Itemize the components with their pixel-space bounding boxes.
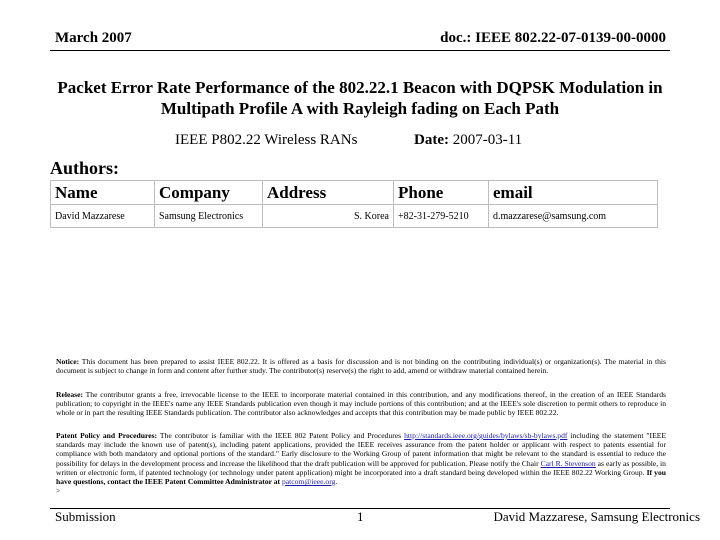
patent-label: Patent Policy and Procedures: xyxy=(56,431,158,440)
col-header-name: Name xyxy=(51,181,155,205)
footer-author: David Mazzarese, Samsung Electronics xyxy=(493,509,700,524)
col-header-phone: Phone xyxy=(394,181,489,205)
patent-end: . xyxy=(335,477,338,487)
doc-date xyxy=(414,132,522,149)
release-paragraph xyxy=(56,390,666,418)
title-line-1: Packet Error Rate Performance of the 802.22.1 Beacon with DQPSK Modulation in xyxy=(57,78,663,97)
notice-text: This document has been prepared to assist IEEE 802.22. It is offered as a basis for discussion and is not binding on the contributing individual(s) or organization(s). The material in this document is subject to change in form and content after further study. The contributor(s) reserve(s) the right to add, amend or withdraw material contained herein. xyxy=(56,357,666,376)
working-group: IEEE P802.22 Wireless RANs xyxy=(175,132,358,148)
trailing-mark: > xyxy=(56,486,61,496)
author-email: d.mazzarese@samsung.com xyxy=(489,205,658,228)
col-header-company: Company xyxy=(155,181,263,205)
patent-contact-text: If you have questions, contact the IEEE Patent Committee Administrator at xyxy=(56,467,666,487)
authors-table xyxy=(50,180,658,228)
notice-label: Notice: xyxy=(56,357,80,366)
author-company: Samsung Electronics xyxy=(155,205,263,228)
author-phone: +82-31-279-5210 xyxy=(394,205,489,228)
page-number: 1 xyxy=(357,509,364,524)
authors-label: Authors: xyxy=(50,158,120,178)
patent-text-1: The contributor is familiar with the IEEE 802 Patent Policy and Procedures xyxy=(157,431,405,440)
table-header-row xyxy=(51,181,658,205)
release-text: The contributor grants a free, irrevocable license to the IEEE to incorporate material contained in this contribution, and any modifications thereof, in the creation of an IEEE Standards publication; to copyright in the IEEE's name any IEEE Standards publication even though it may include portions of this contribution; and at the IEEE's sole discretion to permit others to reproduce in whole or in part the resulting IEEE Standards publication. The contributor also acknowledges and accepts that this contribution may be made public by IEEE 802.22. xyxy=(56,390,666,418)
patent-paragraph xyxy=(56,431,666,495)
slide-title xyxy=(40,77,680,119)
chair-link[interactable]: Carl R. Stevenson xyxy=(540,458,596,468)
bylaws-link[interactable]: http://standards.ieee.org/guides/bylaws/sb-bylaws.pdf xyxy=(404,431,568,440)
header-rule xyxy=(50,50,670,51)
footer-submission: Submission xyxy=(55,509,116,524)
header-date: March 2007 xyxy=(55,30,132,46)
author-address: S. Korea xyxy=(263,205,394,228)
patent-text-2: including the statement "IEEE standards may include the known use of patent(s), including patent applications, provided the IEEE receives assurance from the patent holder or applicant with respect to patents essential for compliance with both mandatory and optional portions of the standard." Early disclosure to the Working Group of patent information that might be relevant to the standard is essential to reduce the possibility for delays in the development process and increase the likelihood that the draft publication will be approved for publication. Please notify the Chair xyxy=(56,431,666,468)
header-doc-id: doc.: IEEE 802.22-07-0139-00-0000 xyxy=(440,30,666,46)
notice-paragraph xyxy=(56,357,666,375)
date-value: 2007-03-11 xyxy=(452,132,523,148)
table-row xyxy=(51,205,658,228)
col-header-email: email xyxy=(489,181,658,205)
patent-text-3: as early as possible, in written or electronic form, if patented technology (or technology under patent application) might be incorporated into a draft standard being developed within the IEEE 802.22 Working Group. xyxy=(56,458,666,477)
author-name: David Mazzarese xyxy=(51,205,155,228)
date-label: Date: xyxy=(414,132,449,148)
title-line-2: Multipath Profile A with Rayleigh fading on Each Path xyxy=(160,99,560,118)
release-label: Release: xyxy=(56,390,83,399)
admin-email-link[interactable]: patcom@ieee.org xyxy=(281,477,336,487)
col-header-address: Address xyxy=(263,181,394,205)
